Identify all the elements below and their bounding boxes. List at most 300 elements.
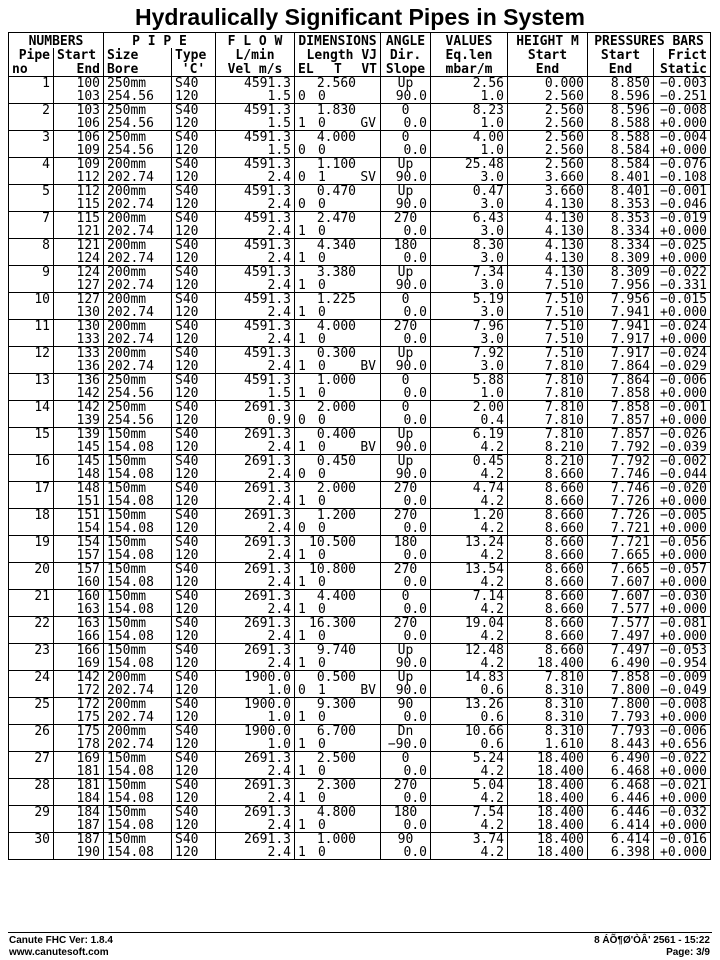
col-pressure-start: Start (588, 48, 654, 62)
eq-length: 7.14 (431, 590, 508, 604)
velocity: 2.4 (216, 495, 295, 509)
el-count: 1 (298, 738, 306, 752)
eq-length: 4.00 (431, 131, 508, 145)
direction: Up (381, 671, 431, 685)
pressure-end: 6.446 (588, 792, 654, 806)
direction: Up (381, 347, 431, 361)
pipe-bore: 254.56 (104, 414, 172, 428)
start-node: 160 (54, 590, 104, 604)
height-end: 8.660 (508, 522, 588, 536)
table-row (9, 104, 711, 118)
pressure-end: 6.468 (588, 765, 654, 779)
table-row (9, 293, 711, 307)
slope: 90.0 (381, 441, 431, 455)
start-node: 151 (54, 509, 104, 523)
table-row (9, 90, 711, 104)
velocity: 2.4 (216, 252, 295, 266)
table-row (9, 239, 711, 253)
static-change: −0.108 (654, 171, 711, 185)
col-eqlen: Eq.len (431, 48, 508, 62)
table-row (9, 590, 711, 604)
height-end: 2.560 (508, 90, 588, 104)
pipe-bore: 154.08 (104, 819, 172, 833)
pipe-no: 25 (9, 698, 54, 712)
pipe-no: 30 (9, 833, 54, 847)
end-node: 139 (54, 414, 104, 428)
table-row (9, 833, 711, 847)
eq-length: 7.54 (431, 806, 508, 820)
el-t-vt (295, 576, 381, 590)
t-count: 0 (318, 711, 326, 725)
friction-rate: 4.2 (431, 657, 508, 671)
length-vj (295, 725, 381, 739)
pressure-end: 8.584 (588, 144, 654, 158)
version-label: Canute FHC Ver: 1.8.4 (9, 935, 113, 946)
el-t-vt (295, 792, 381, 806)
el-count: 1 (298, 711, 306, 725)
el-count: 0 (298, 144, 306, 158)
pipe-size: 200mm (104, 671, 172, 685)
col-end: End (54, 62, 104, 77)
flow-lmin: 4591.3 (216, 131, 295, 145)
el-t-vt (295, 144, 381, 158)
pressure-start: 8.584 (588, 158, 654, 172)
friction-loss: −0.022 (654, 266, 711, 280)
pipe-no-blank (9, 576, 54, 590)
flow-lmin: 2691.3 (216, 536, 295, 550)
pressure-end: 8.353 (588, 198, 654, 212)
flow-lmin: 2691.3 (216, 509, 295, 523)
pressure-start: 7.665 (588, 563, 654, 577)
pipe-type: S40 (172, 185, 216, 199)
t-count: 0 (318, 846, 326, 860)
pipe-no: 4 (9, 158, 54, 172)
eq-length: 8.23 (431, 104, 508, 118)
pipe-no-blank (9, 819, 54, 833)
pipe-no-blank (9, 657, 54, 671)
table-row (9, 738, 711, 752)
end-node: 154 (54, 522, 104, 536)
start-node: 184 (54, 806, 104, 820)
c-factor: 120 (172, 144, 216, 158)
pipe-type: S40 (172, 293, 216, 307)
static-change: −0.039 (654, 441, 711, 455)
length-vj (295, 698, 381, 712)
length: 3.380 (316, 265, 356, 279)
pipe-no-blank (9, 279, 54, 293)
slope: 0.0 (381, 819, 431, 833)
flow-lmin: 4591.3 (216, 266, 295, 280)
eq-length: 19.04 (431, 617, 508, 631)
end-node: 163 (54, 603, 104, 617)
col-group-values: VALUES (431, 33, 508, 49)
pipe-no: 18 (9, 509, 54, 523)
length: 1.000 (316, 832, 356, 846)
el-t-vt (295, 657, 381, 671)
slope: 90.0 (381, 198, 431, 212)
pressure-end: 6.414 (588, 819, 654, 833)
eq-length: 13.24 (431, 536, 508, 550)
height-start: 18.400 (508, 752, 588, 766)
el-count: 1 (298, 252, 306, 266)
start-node: 103 (54, 104, 104, 118)
slope: 0.0 (381, 846, 431, 860)
t-count: 0 (318, 414, 326, 428)
el-t-vt (295, 765, 381, 779)
pipe-no: 13 (9, 374, 54, 388)
el-count: 1 (298, 549, 306, 563)
pressure-end: 7.577 (588, 603, 654, 617)
length-vj (295, 428, 381, 442)
end-node: 181 (54, 765, 104, 779)
pipe-no: 10 (9, 293, 54, 307)
pipe-no-blank (9, 225, 54, 239)
pipe-no: 1 (9, 77, 54, 91)
el-t-vt (295, 603, 381, 617)
length: 16.300 (309, 616, 356, 630)
end-node: 184 (54, 792, 104, 806)
table-row (9, 455, 711, 469)
direction: 0 (381, 752, 431, 766)
height-start: 8.660 (508, 590, 588, 604)
direction: 0 (381, 131, 431, 145)
direction: Up (381, 77, 431, 91)
friction-rate: 4.2 (431, 819, 508, 833)
slope: 0.0 (381, 387, 431, 401)
pressure-start: 8.401 (588, 185, 654, 199)
start-node: 142 (54, 671, 104, 685)
height-end: 7.810 (508, 387, 588, 401)
friction-loss: −0.024 (654, 320, 711, 334)
pipe-bore: 202.74 (104, 198, 172, 212)
static-change: +0.656 (654, 738, 711, 752)
t-count: 0 (318, 468, 326, 482)
slope: 0.0 (381, 576, 431, 590)
start-node: 181 (54, 779, 104, 793)
flow-lmin: 4591.3 (216, 293, 295, 307)
pipe-no: 11 (9, 320, 54, 334)
el-t-vt (295, 360, 381, 374)
friction-loss: −0.022 (654, 752, 711, 766)
pipe-bore: 202.74 (104, 306, 172, 320)
height-end: 8.310 (508, 684, 588, 698)
el-count: 1 (298, 279, 306, 293)
el-count: 1 (298, 576, 306, 590)
pipe-size: 200mm (104, 347, 172, 361)
c-factor: 120 (172, 333, 216, 347)
col-static: Static (654, 62, 711, 77)
slope: 90.0 (381, 468, 431, 482)
el-t-vt (295, 468, 381, 482)
friction-rate: 4.2 (431, 522, 508, 536)
table-row (9, 482, 711, 496)
start-node: 175 (54, 725, 104, 739)
table-row (9, 279, 711, 293)
c-factor: 120 (172, 387, 216, 401)
pipe-no-blank (9, 738, 54, 752)
start-node: 136 (54, 374, 104, 388)
friction-loss: −0.032 (654, 806, 711, 820)
col-size: Size (104, 48, 172, 62)
end-node: 106 (54, 117, 104, 131)
pipe-bore: 202.74 (104, 225, 172, 239)
col-el: EL (298, 62, 314, 77)
direction: 90 (381, 698, 431, 712)
pressure-end: 7.793 (588, 711, 654, 725)
table-row (9, 144, 711, 158)
length: 0.500 (316, 670, 356, 684)
velocity: 1.5 (216, 90, 295, 104)
el-count: 1 (298, 117, 306, 131)
c-factor: 120 (172, 441, 216, 455)
flow-lmin: 2691.3 (216, 563, 295, 577)
pressure-start: 8.334 (588, 239, 654, 253)
direction: 270 (381, 212, 431, 226)
static-change: +0.000 (654, 225, 711, 239)
pressure-start: 8.353 (588, 212, 654, 226)
pipe-size: 200mm (104, 158, 172, 172)
pipe-size: 200mm (104, 293, 172, 307)
direction: 90 (381, 833, 431, 847)
eq-length: 5.88 (431, 374, 508, 388)
table-row (9, 752, 711, 766)
slope: −90.0 (381, 738, 431, 752)
height-end: 8.210 (508, 441, 588, 455)
height-start: 8.310 (508, 698, 588, 712)
start-node: 106 (54, 131, 104, 145)
pipe-no-blank (9, 495, 54, 509)
pipe-no-blank (9, 387, 54, 401)
pipe-size: 250mm (104, 401, 172, 415)
el-count: 1 (298, 495, 306, 509)
col-vj: VJ (361, 48, 377, 62)
el-t-vt (295, 549, 381, 563)
velocity: 2.4 (216, 279, 295, 293)
pipe-type: S40 (172, 671, 216, 685)
friction-loss: −0.003 (654, 77, 711, 91)
el-count: 1 (298, 333, 306, 347)
friction-loss: −0.030 (654, 590, 711, 604)
website-link[interactable]: www.canutesoft.com (9, 947, 109, 958)
table-row (9, 306, 711, 320)
pressure-start: 6.468 (588, 779, 654, 793)
flow-lmin: 4591.3 (216, 104, 295, 118)
end-node: 166 (54, 630, 104, 644)
pipe-no: 21 (9, 590, 54, 604)
slope: 0.0 (381, 495, 431, 509)
friction-rate: 4.2 (431, 630, 508, 644)
table-row (9, 522, 711, 536)
table-row (9, 779, 711, 793)
header-row-1 (9, 33, 711, 49)
slope: 0.0 (381, 765, 431, 779)
slope: 90.0 (381, 360, 431, 374)
end-node: 151 (54, 495, 104, 509)
t-count: 0 (318, 765, 326, 779)
t-count: 0 (318, 306, 326, 320)
table-row (9, 198, 711, 212)
end-node: 112 (54, 171, 104, 185)
pipe-size: 150mm (104, 644, 172, 658)
height-start: 7.810 (508, 401, 588, 415)
pipe-no: 15 (9, 428, 54, 442)
height-end: 4.130 (508, 252, 588, 266)
c-factor: 120 (172, 522, 216, 536)
footer-divider (8, 932, 712, 933)
pressure-start: 7.607 (588, 590, 654, 604)
c-factor: 120 (172, 198, 216, 212)
velocity: 1.5 (216, 117, 295, 131)
pipe-no-blank (9, 684, 54, 698)
flow-lmin: 2691.3 (216, 590, 295, 604)
direction: Dn (381, 725, 431, 739)
pressure-start: 7.858 (588, 401, 654, 415)
velocity: 2.4 (216, 630, 295, 644)
pipe-bore: 154.08 (104, 495, 172, 509)
pipe-type: S40 (172, 752, 216, 766)
end-node: 136 (54, 360, 104, 374)
length-vj (295, 644, 381, 658)
table-row (9, 266, 711, 280)
length-vj (295, 833, 381, 847)
velocity: 2.4 (216, 792, 295, 806)
table-row (9, 549, 711, 563)
friction-rate: 0.6 (431, 684, 508, 698)
height-start: 8.310 (508, 725, 588, 739)
length-vj (295, 293, 381, 307)
pressure-start: 7.956 (588, 293, 654, 307)
c-factor: 120 (172, 414, 216, 428)
pipe-type: S40 (172, 482, 216, 496)
height-start: 8.210 (508, 455, 588, 469)
velocity: 2.4 (216, 171, 295, 185)
friction-loss: −0.053 (654, 644, 711, 658)
pipe-no-blank (9, 468, 54, 482)
pressure-start: 7.746 (588, 482, 654, 496)
eq-length: 13.26 (431, 698, 508, 712)
col-height-start: Start (508, 48, 588, 62)
length-vj (295, 158, 381, 172)
friction-rate: 3.0 (431, 333, 508, 347)
page-title: Hydraulically Significant Pipes in System (135, 4, 585, 30)
flow-lmin: 4591.3 (216, 374, 295, 388)
friction-loss: −0.081 (654, 617, 711, 631)
static-change: +0.000 (654, 144, 711, 158)
col-no: no (9, 62, 54, 77)
pipes-table (8, 32, 711, 860)
eq-length: 2.56 (431, 77, 508, 91)
c-factor: 120 (172, 306, 216, 320)
flow-lmin: 1900.0 (216, 698, 295, 712)
table-row (9, 698, 711, 712)
friction-rate: 1.0 (431, 90, 508, 104)
pressure-end: 7.956 (588, 279, 654, 293)
el-count: 0 (298, 198, 306, 212)
friction-rate: 3.0 (431, 360, 508, 374)
col-vel: Vel m/s (216, 62, 295, 77)
height-end: 7.510 (508, 306, 588, 320)
pipe-type: S40 (172, 158, 216, 172)
length-vj (295, 347, 381, 361)
velocity: 2.4 (216, 468, 295, 482)
start-node: 133 (54, 347, 104, 361)
pressure-start: 7.792 (588, 455, 654, 469)
static-change: +0.000 (654, 252, 711, 266)
start-node: 130 (54, 320, 104, 334)
height-start: 0.000 (508, 77, 588, 91)
pressure-end: 7.792 (588, 441, 654, 455)
length: 2.500 (316, 751, 356, 765)
table-row (9, 819, 711, 833)
pipe-no-blank (9, 171, 54, 185)
pipe-no: 20 (9, 563, 54, 577)
friction-rate: 4.2 (431, 765, 508, 779)
pipe-type: S40 (172, 455, 216, 469)
direction: 270 (381, 779, 431, 793)
slope: 0.0 (381, 711, 431, 725)
header-row-3 (9, 62, 711, 77)
flow-lmin: 4591.3 (216, 158, 295, 172)
friction-loss: −0.008 (654, 698, 711, 712)
length-vj (295, 482, 381, 496)
velocity: 2.4 (216, 549, 295, 563)
friction-loss: −0.026 (654, 428, 711, 442)
pipe-bore: 154.08 (104, 468, 172, 482)
eq-length: 14.83 (431, 671, 508, 685)
pipe-no: 14 (9, 401, 54, 415)
table-row (9, 252, 711, 266)
end-node: 115 (54, 198, 104, 212)
height-end: 18.400 (508, 765, 588, 779)
height-end: 7.810 (508, 360, 588, 374)
pipe-bore: 202.74 (104, 360, 172, 374)
col-length: Length (306, 48, 354, 62)
start-node: 163 (54, 617, 104, 631)
slope: 90.0 (381, 90, 431, 104)
el-t-vt (295, 90, 381, 104)
static-change: −0.029 (654, 360, 711, 374)
el-t-vt (295, 684, 381, 698)
start-node: 124 (54, 266, 104, 280)
pipe-bore: 154.08 (104, 846, 172, 860)
table-row (9, 333, 711, 347)
c-factor: 120 (172, 684, 216, 698)
col-group-flow: F L O W (216, 33, 295, 49)
footer-right (594, 935, 710, 959)
friction-loss: −0.057 (654, 563, 711, 577)
pipe-type: S40 (172, 104, 216, 118)
slope: 0.0 (381, 117, 431, 131)
table-row (9, 509, 711, 523)
table-row (9, 603, 711, 617)
velocity: 2.4 (216, 576, 295, 590)
length: 4.000 (316, 319, 356, 333)
pipe-size: 150mm (104, 752, 172, 766)
flow-lmin: 4591.3 (216, 320, 295, 334)
table-row (9, 320, 711, 334)
end-node: 103 (54, 90, 104, 104)
col-length-vj (295, 48, 381, 62)
height-end: 7.510 (508, 279, 588, 293)
col-pipe: Pipe (9, 48, 54, 62)
pipe-no: 8 (9, 239, 54, 253)
velocity: 1.0 (216, 711, 295, 725)
flow-lmin: 2691.3 (216, 482, 295, 496)
length: 2.000 (316, 481, 356, 495)
table-row (9, 644, 711, 658)
flow-lmin: 2691.3 (216, 617, 295, 631)
c-factor: 120 (172, 576, 216, 590)
